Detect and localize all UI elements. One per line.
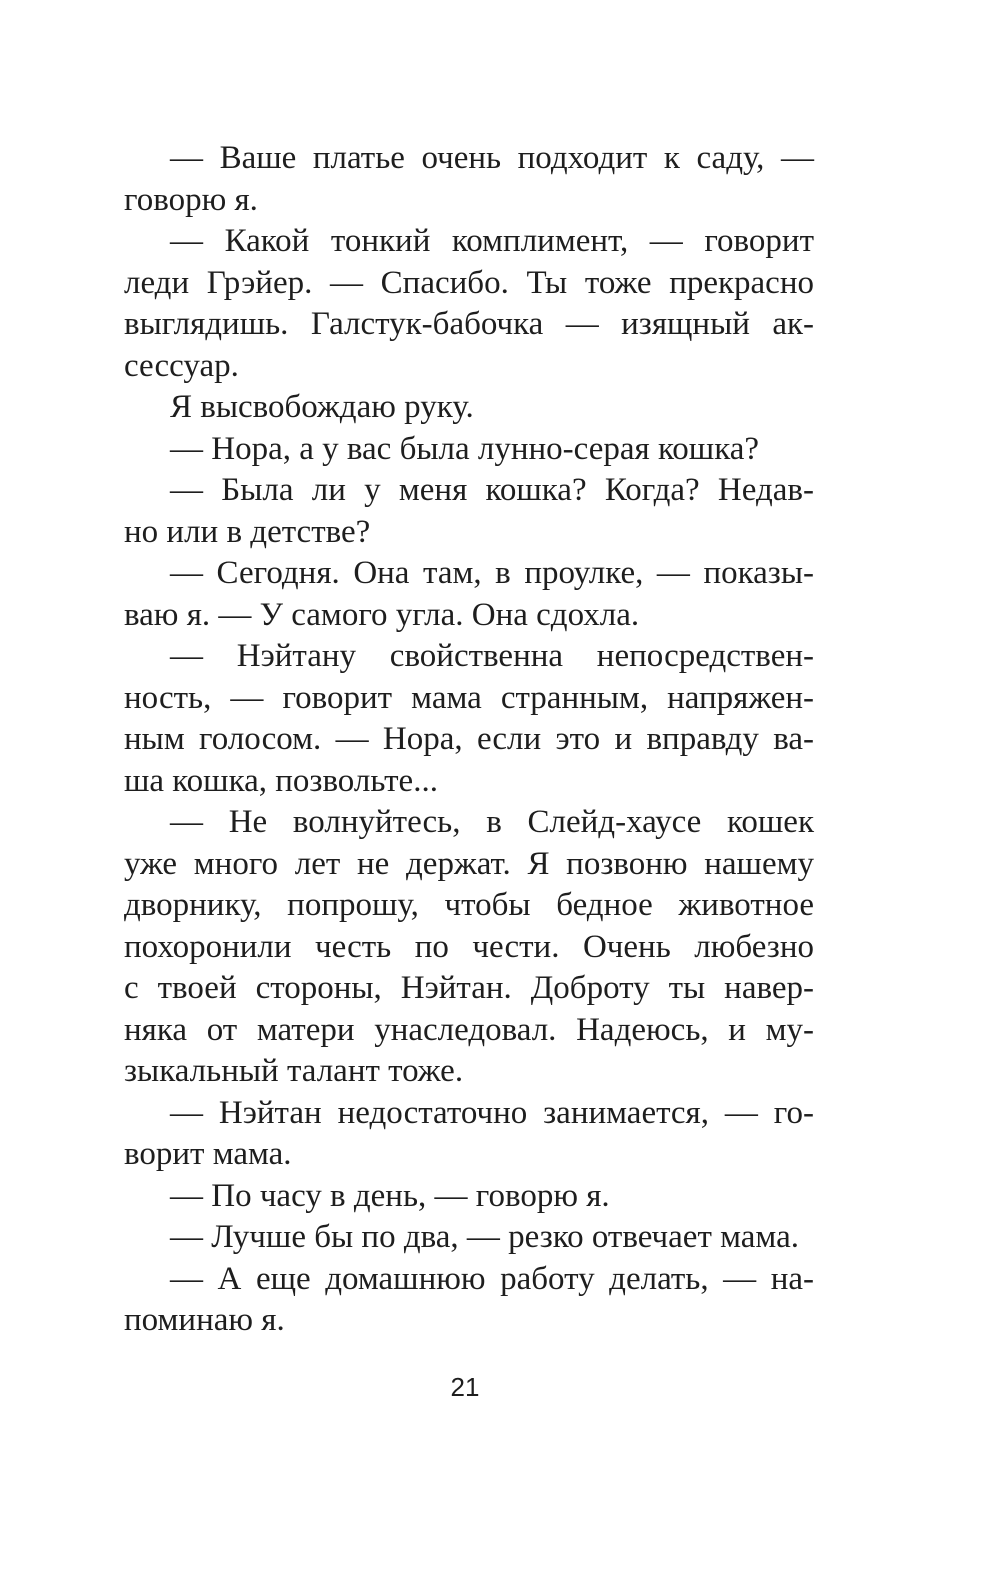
text-line: няка от матери унаследовал. Надеюсь, и му- [124, 1011, 814, 1048]
text-line: похоронили честь по чести. Очень любезно [124, 928, 814, 965]
text-line: леди Грэйер. — Спасибо. Ты тоже прекрасно [124, 264, 814, 301]
text-line: — А еще домашнюю работу делать, — на- [170, 1260, 814, 1297]
text-line: ша кошка, позвольте... [124, 762, 438, 799]
text-line: — Нэйтан недостаточно занимается, — го- [170, 1094, 814, 1131]
text-line: Я высвобождаю руку. [170, 389, 474, 425]
text-line: выглядишь. Галстук-бабочка — изящный ак- [124, 306, 814, 342]
text-line: зыкальный талант тоже. [124, 1053, 464, 1089]
text-line: — Какой тонкий комплимент, — говорит [170, 223, 814, 259]
body-text [124, 138, 814, 1342]
text-line: — Нора, а у вас была лунно-серая кошка? [170, 430, 760, 467]
text-line: — Не волнуйтесь, в Слейд-хаусе кошек [170, 804, 814, 840]
text-line: — Сегодня. Она там, в проулке, — показы- [170, 555, 814, 591]
text-line: говорю я. [124, 181, 258, 218]
text-line: — Лучше бы по два, — резко отвечает мама. [170, 1219, 799, 1255]
text-line: сессуар. [124, 347, 239, 384]
text-line: — Нэйтану свойственна непосредствен- [170, 638, 814, 674]
text-line: ность, — говорит мама странным, напряжен- [124, 679, 814, 716]
text-line: ным голосом. — Нора, если это и вправду ва- [124, 721, 814, 757]
text-line: но или в детстве? [124, 513, 371, 550]
text-line: — По часу в день, — говорю я. [170, 1177, 610, 1214]
page-number: 21 [450, 1372, 480, 1402]
text-line: ваю я. — У самого угла. Она сдохла. [124, 596, 640, 633]
text-line: поминаю я. [124, 1302, 285, 1338]
text-line: уже много лет не держат. Я позвоню нашему [124, 845, 814, 882]
text-line: ворит мама. [124, 1136, 292, 1172]
text-line: с твоей стороны, Нэйтан. Доброту ты навер- [124, 970, 814, 1006]
text-line: — Ваше платье очень подходит к саду, — [170, 140, 814, 176]
text-line: — Была ли у меня кошка? Когда? Недав- [170, 472, 814, 508]
text-line: дворнику, попрошу, чтобы бедное животное [124, 887, 814, 923]
